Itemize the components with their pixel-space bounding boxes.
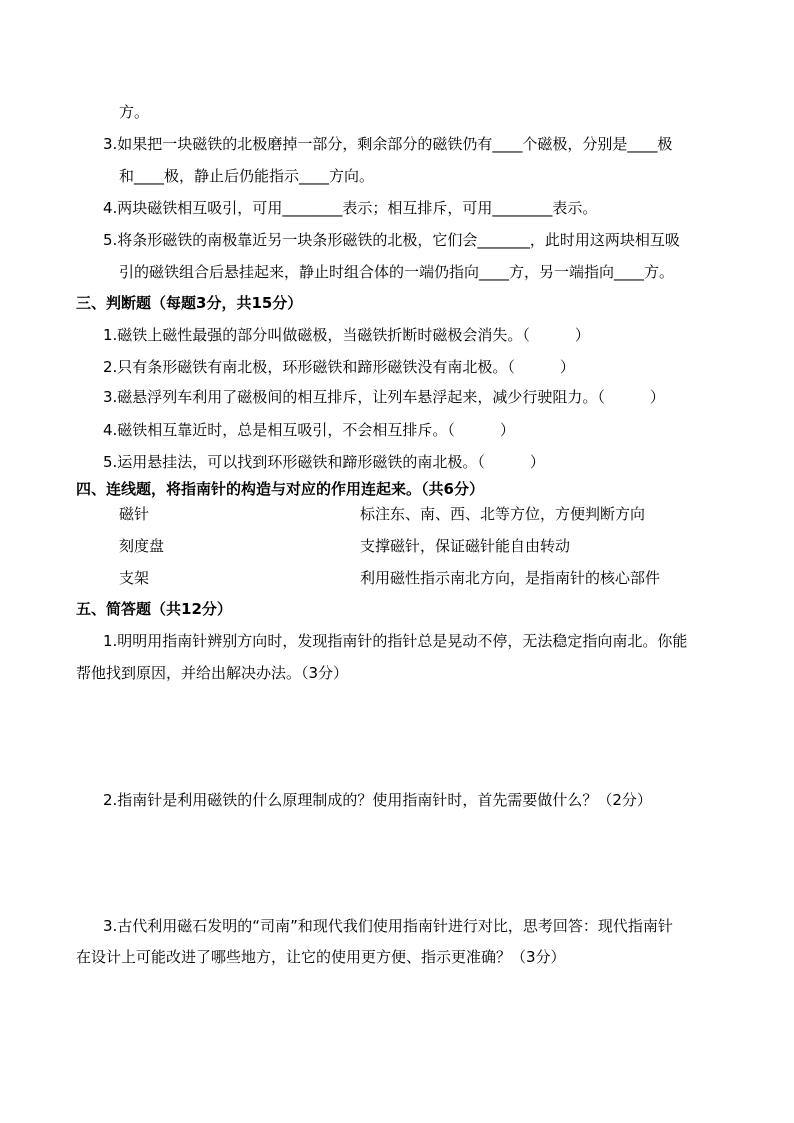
match-left-item: 磁针	[119, 505, 150, 523]
short-q1-line1: 1.明明用指南针辨别方向时，发现指南针的指针总是晃动不停，无法稳定指向南北。你能	[103, 632, 688, 650]
match-left-item: 刻度盘	[119, 537, 165, 555]
section5-heading: 五、简答题（共12分）	[76, 600, 232, 618]
match-right-item: 标注东、南、西、北等方位，方便判断方向	[360, 505, 646, 523]
fill-q3-line1: 3.如果把一块磁铁的北极磨掉一部分，剩余部分的磁铁仍有____个磁极，分别是____极	[103, 135, 673, 153]
fill-q3-line2: 和____极，静止后仍能指示____方向。	[119, 167, 375, 185]
match-right-item: 利用磁性指示南北方向，是指南针的核心部件	[360, 569, 661, 587]
judge-item: 2.只有条形磁铁有南北极，环形磁铁和蹄形磁铁没有南北极。（ ）	[103, 358, 575, 376]
section4-heading: 四、连线题，将指南针的构造与对应的作用连起来。（共6分）	[76, 480, 484, 498]
section3-heading: 三、判断题（每题3分，共15分）	[76, 294, 303, 312]
short-q1-line2: 帮他找到原因，并给出解决办法。（3分）	[76, 664, 349, 682]
judge-item: 3.磁悬浮列车利用了磁极间的相互排斥，让列车悬浮起来，减少行驶阻力。（ ）	[103, 388, 665, 406]
judge-item: 5.运用悬挂法，可以找到环形磁铁和蹄形磁铁的南北极。（ ）	[103, 453, 545, 471]
fill-q4: 4.两块磁铁相互吸引，可用________表示；相互排斥，可用________表示。	[103, 199, 598, 217]
fill-q5-line2: 引的磁铁组合后悬挂起来，静止时组合体的一端仍指向____方，另一端指向____方。	[119, 263, 675, 281]
judge-item: 4.磁铁相互靠近时，总是相互吸引，不会相互排斥。（ ）	[103, 421, 515, 439]
short-q2: 2.指南针是利用磁铁的什么原理制成的？使用指南针时，首先需要做什么？（2分）	[103, 791, 652, 809]
short-q3-line2: 在设计上可能改进了哪些地方，让它的使用更方便、指示更准确？（3分）	[76, 948, 566, 966]
fill-q5-line1: 5.将条形磁铁的南极靠近另一块条形磁铁的北极，它们会_______，此时用这两块相互吸	[103, 231, 680, 249]
short-q3-line1: 3.古代利用磁石发明的“司南”和现代我们使用指南针进行对比，思考回答：现代指南针	[103, 917, 673, 935]
match-left-item: 支架	[119, 569, 150, 587]
q2-tail-text: 方。	[119, 103, 150, 121]
match-right-item: 支撑磁针，保证磁针能自由转动	[360, 537, 571, 555]
judge-item: 1.磁铁上磁性最强的部分叫做磁极，当磁铁折断时磁极会消失。（ ）	[103, 326, 590, 344]
